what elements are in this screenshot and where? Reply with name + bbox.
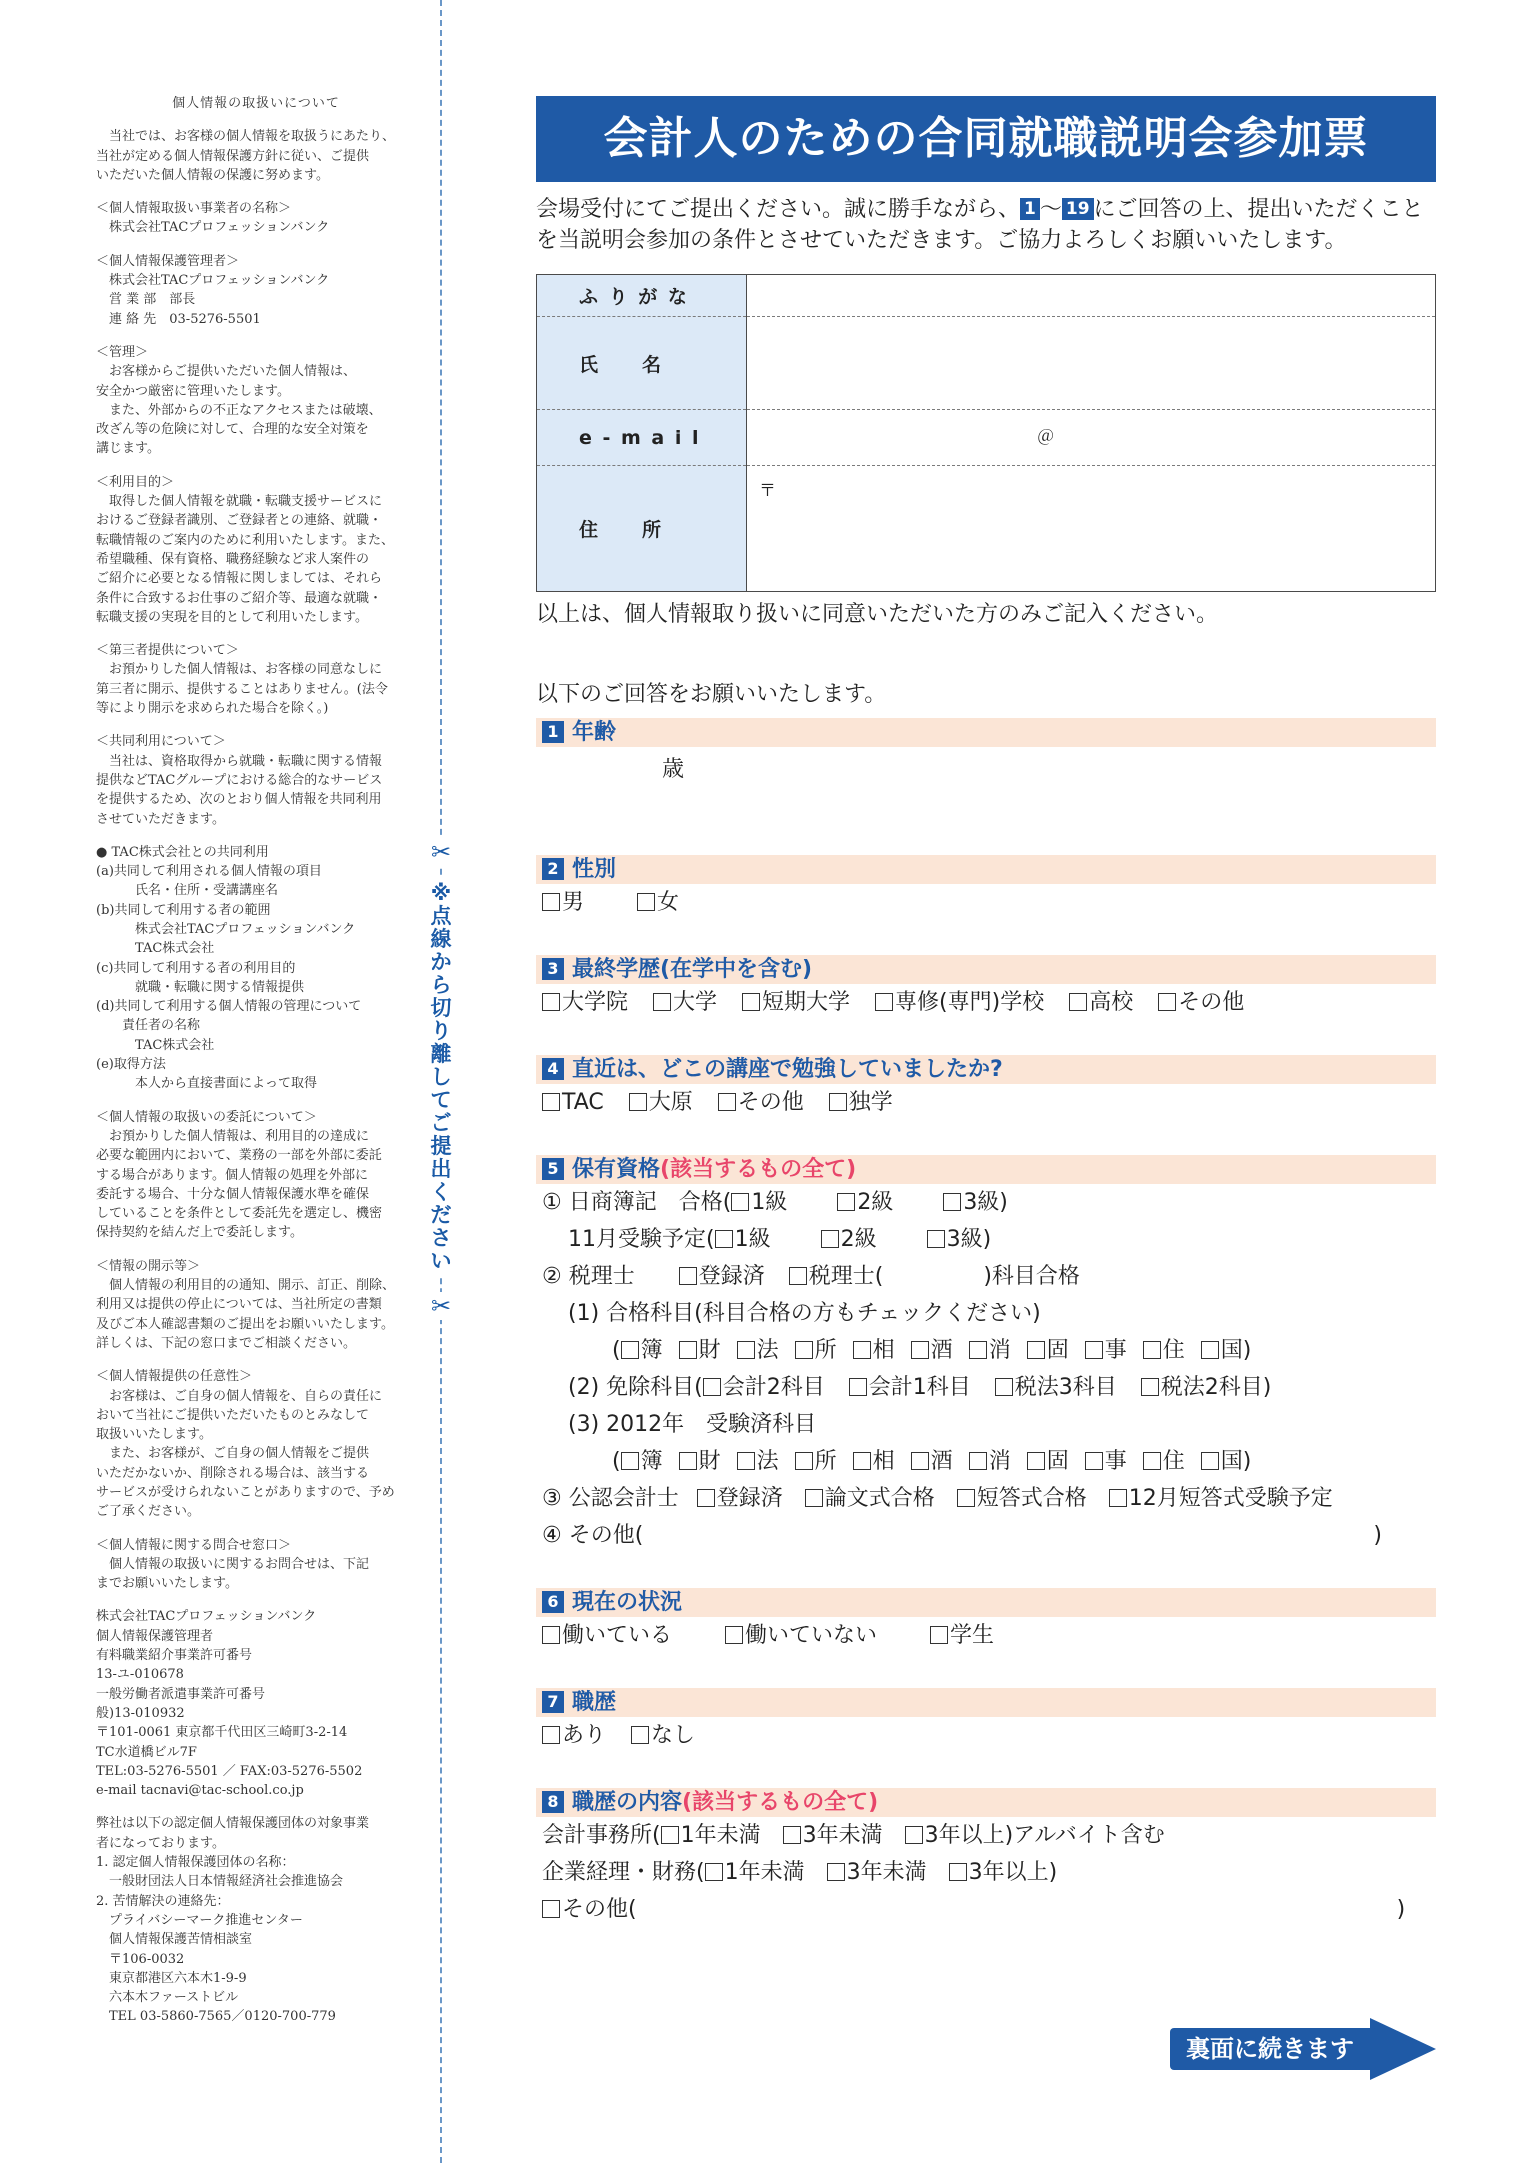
tax-subject-pass[interactable]: 税理士(	[789, 1258, 884, 1295]
checkbox[interactable]	[837, 1193, 855, 1211]
continue-label: 裏面に続きます	[1170, 2028, 1370, 2070]
subject-zai[interactable]: 財	[679, 1443, 721, 1480]
corp-under3[interactable]: 3年未満	[827, 1854, 927, 1891]
checkbox[interactable]	[1109, 1489, 1127, 1507]
checkbox[interactable]	[542, 893, 560, 911]
boki-grade3[interactable]: 3級)	[943, 1184, 1008, 1221]
personal-info-table	[536, 274, 1436, 592]
option-employed[interactable]: 働いている	[542, 1617, 672, 1654]
subject-sho[interactable]: 所	[795, 1332, 837, 1369]
checkbox[interactable]	[742, 993, 760, 1011]
checkbox[interactable]	[789, 1267, 807, 1285]
checkbox[interactable]	[703, 1378, 721, 1396]
checkbox[interactable]	[737, 1341, 755, 1359]
consent-note: 以上は、個人情報取り扱いに同意いただいた方のみご記入ください。	[536, 602, 1219, 627]
option-high-school[interactable]: 高校	[1069, 984, 1133, 1021]
checkbox[interactable]	[821, 1230, 839, 1248]
corp-over3[interactable]: 3年以上)	[949, 1854, 1058, 1891]
checkbox[interactable]	[1085, 1341, 1103, 1359]
option-vocational-school[interactable]: 専修(専門)学校	[875, 984, 1044, 1021]
scissors-icon: ✂	[427, 838, 455, 866]
cpa-december-exam[interactable]: 12月短答式受験予定	[1109, 1480, 1333, 1517]
checkbox[interactable]	[795, 1341, 813, 1359]
question-number: 5	[542, 1158, 564, 1180]
privacy-disclosure: ＜情報の開示等＞ 個人情報の利用目的の通知、開示、訂正、削除、 利用又は提供の停止については、当社所定の書類 及びご本人確認書類のご提出をお願いいたします。 詳しくは、下記の窓口までご相談ください。	[96, 1258, 396, 1351]
checkbox[interactable]	[957, 1489, 975, 1507]
boki-nov-grade2[interactable]: 2級	[821, 1221, 877, 1258]
email-field[interactable]	[747, 410, 1436, 466]
question-number: 2	[542, 858, 564, 880]
subject-shou[interactable]: 消	[969, 1443, 1011, 1480]
question-title: 最終学歴(在学中を含む)	[572, 957, 813, 982]
checkbox[interactable]	[853, 1452, 871, 1470]
question-title: 保有資格	[572, 1157, 661, 1182]
address-field[interactable]	[747, 466, 1436, 592]
arrow-right-icon	[1370, 2018, 1436, 2080]
option-female[interactable]: 女	[637, 884, 679, 921]
boki-row: ① 日商簿記 合格( 1級 2級 3級)	[542, 1184, 1436, 1221]
checkbox[interactable]	[849, 1378, 867, 1396]
checkbox[interactable]	[679, 1452, 697, 1470]
checkbox[interactable]	[1085, 1452, 1103, 1470]
exam-2012-label: (3) 2012年 受験済科目	[568, 1412, 817, 1437]
option-university[interactable]: 大学	[653, 984, 717, 1021]
question-status	[536, 1588, 1436, 1654]
option-no[interactable]: なし	[631, 1717, 695, 1754]
checkbox[interactable]	[679, 1341, 697, 1359]
checkbox[interactable]	[783, 1826, 801, 1844]
checkbox[interactable]	[653, 993, 671, 1011]
answer-intro: 以下のご回答をお願いいたします。	[536, 682, 887, 707]
form-intro: 会場受付にてご提出ください。誠に勝手ながら、 1 ～ 19 にご回答の上、提出いただくこと を当説明会参加の条件とさせていただきます。ご協力よろしくお願いいたします。	[536, 197, 1424, 253]
question-number: 3	[542, 958, 564, 980]
registration-form	[536, 96, 1436, 1928]
question-title: 現在の状況	[572, 1590, 683, 1615]
acct-over3[interactable]: 3年以上)アルバイト含む	[905, 1817, 1165, 1854]
cpa-essay-pass[interactable]: 論文式合格	[805, 1480, 935, 1517]
checkbox[interactable]	[637, 893, 655, 911]
checkbox[interactable]	[805, 1489, 823, 1507]
name-field[interactable]	[747, 317, 1436, 410]
question-number: 1	[542, 721, 564, 743]
subject-shou[interactable]: 消	[969, 1332, 1011, 1369]
question-title: 職歴の内容	[572, 1790, 683, 1815]
option-ohara[interactable]: 大原	[629, 1084, 693, 1121]
option-tac[interactable]: TAC	[542, 1084, 604, 1121]
boki-nov-grade1[interactable]: 1級	[715, 1221, 771, 1258]
subject-shu[interactable]: 酒	[911, 1443, 953, 1480]
question-title: 直近は、どこの講座で勉強していましたか?	[572, 1057, 1003, 1082]
option-junior-college[interactable]: 短期大学	[742, 984, 850, 1021]
checkbox[interactable]	[969, 1452, 987, 1470]
subject-ju[interactable]: 住	[1143, 1332, 1185, 1369]
privacy-notice	[96, 94, 416, 2041]
checkbox[interactable]	[949, 1863, 967, 1881]
checkbox[interactable]	[697, 1489, 715, 1507]
at-sign: ＠	[1037, 427, 1054, 447]
privacy-intro: 当社では、お客様の個人情報を取扱うにあたり、 当社が定める個人情報保護方針に従い、ご提供 いただいた個人情報の保護に努めます。	[96, 129, 396, 183]
checkbox[interactable]	[905, 1826, 923, 1844]
checkbox[interactable]	[875, 993, 893, 1011]
age-field[interactable]	[536, 747, 1436, 821]
furigana-label: ふ り が な	[537, 275, 747, 317]
checkbox[interactable]	[629, 1093, 647, 1111]
checkbox[interactable]	[715, 1230, 733, 1248]
checkbox[interactable]	[943, 1193, 961, 1211]
checkbox[interactable]	[621, 1341, 639, 1359]
subject-ko[interactable]: 固	[1027, 1332, 1069, 1369]
checkbox[interactable]	[542, 1626, 560, 1644]
privacy-purpose: ＜利用目的＞ 取得した個人情報を就職・転職支援サービスに おけるご登録者識別、ご登録者との連絡、就職・ 転職情報のご案内のために利用いたします。また、 希望職種、保有資格、職務経験など求人案件の ご紹介に必要となる情報に関しましては、それら 条件に合致するお仕事のご紹介等、最適な就職・ 転職支援の実現を目的として利用いたします。	[96, 474, 394, 625]
privacy-voluntary: ＜個人情報提供の任意性＞ お客様は、ご自身の個人情報を、自らの責任に おいて当社にご提供いただいたものとみなして 取扱いいたします。 また、お客様が、ご自身の個人情報をご提供 いただかないか、削除される場合は、該当する サービスが受けられないことがありますので、予め ご了承ください。	[96, 1369, 395, 1520]
question-title: 性別	[572, 857, 617, 882]
boki-nov-row: 11月受験予定( 1級 2級 3級)	[542, 1221, 1436, 1258]
cpa-row: ③ 公認会計士 登録済 論文式合格 短答式合格 12月短答式受験予定	[542, 1480, 1436, 1517]
question-title: 職歴	[572, 1690, 617, 1715]
cpa-registered[interactable]: 登録済	[697, 1480, 783, 1517]
checkbox[interactable]	[542, 993, 560, 1011]
boki-grade2[interactable]: 2級	[837, 1184, 893, 1221]
number-badge: 1	[1020, 198, 1040, 220]
acct-firm-row: 会計事務所( 1年未満 3年未満 3年以上)アルバイト含む	[542, 1817, 1436, 1854]
boki-grade1[interactable]: 1級	[731, 1184, 787, 1221]
exam-2012-row: ( 簿 財 法 所 相 酒 消 固 事 住 国)	[542, 1443, 1436, 1480]
other-work-row: その他( )	[542, 1891, 1436, 1928]
checkbox[interactable]	[1143, 1452, 1161, 1470]
exempt-tax2[interactable]: 税法2科目)	[1141, 1369, 1272, 1406]
option-yes[interactable]: あり	[542, 1717, 606, 1754]
checkbox[interactable]	[1027, 1452, 1045, 1470]
privacy-third-party: ＜第三者提供について＞ お預かりした個人情報は、お客様の同意なしに 第三者に開示、提供することはありません。(法令 等により開示を求められた場合を除く。)	[96, 643, 388, 717]
privacy-org-info: 弊社は以下の認定個人情報保護団体の対象事業 者になっております。 1. 認定個人情報保護団体の名称： 一般財団法人日本情報経済社会推進協会 2. 苦情解決の連絡先： プライバシーマーク推進センター 個人情報保護苦情相談室 〒106-0032 東京都港区六本木1-9-9 六本木ファーストビル TEL 03-5860-7565／0120-700-779	[96, 1816, 370, 2025]
exempt-tax3[interactable]: 税法3科目	[995, 1369, 1117, 1406]
question-education	[536, 955, 1436, 1021]
privacy-contact: ＜個人情報に関する問合せ窓口＞ 個人情報の取扱いに関するお問合せは、下記 までお願いいたします。	[96, 1537, 370, 1592]
privacy-tac-joint: ● TAC株式会社との共同利用 (a)共同して利用される個人情報の項目 氏名・住所・受講講座名 (b)共同して利用する者の範囲 株式会社TACプロフェッションバンク TAC株式会社 (c)共同して利用する者の利用目的 就職・転職に関する情報提供 (d)共同して利用する個人情報の管理について 責任者の名称 TAC株式会社 (e)取得方法 本人から直接書面によって取得	[96, 844, 362, 1092]
checkbox[interactable]	[853, 1341, 871, 1359]
question-work-details	[536, 1788, 1436, 1928]
tax-row: ② 税理士 登録済 税理士( )科目合格	[542, 1258, 1436, 1295]
checkbox[interactable]	[1201, 1341, 1219, 1359]
checkbox[interactable]	[911, 1452, 929, 1470]
option-other[interactable]: その他	[718, 1084, 804, 1121]
option-graduate-school[interactable]: 大学院	[542, 984, 628, 1021]
cpa-short-pass[interactable]: 短答式合格	[957, 1480, 1087, 1517]
question-qualifications	[536, 1155, 1436, 1554]
checkbox[interactable]	[829, 1093, 847, 1111]
checkbox[interactable]	[827, 1863, 845, 1881]
age-unit: 歳	[662, 757, 685, 782]
checkbox[interactable]	[705, 1863, 723, 1881]
tax-registered[interactable]: 登録済	[679, 1258, 765, 1295]
checkbox[interactable]	[1201, 1452, 1219, 1470]
question-work-history	[536, 1688, 1436, 1754]
number-badge: 19	[1062, 198, 1094, 220]
name-label: 氏 名	[537, 317, 747, 410]
question-number: 7	[542, 1691, 564, 1713]
subject-ji[interactable]: 事	[1085, 1332, 1127, 1369]
subject-ho[interactable]: 法	[737, 1332, 779, 1369]
checkbox[interactable]	[725, 1626, 743, 1644]
form-title: 会計人のための合同就職説明会参加票	[536, 96, 1436, 182]
question-age	[536, 718, 1436, 821]
cut-instruction: ※点線から切り離してご提出ください	[427, 878, 455, 1277]
option-other[interactable]: その他	[1158, 984, 1244, 1021]
checkbox[interactable]	[795, 1452, 813, 1470]
question-school	[536, 1055, 1436, 1121]
checkbox[interactable]	[542, 1726, 560, 1744]
email-label: e - m a i l	[537, 410, 747, 466]
question-number: 8	[542, 1791, 564, 1813]
option-male[interactable]: 男	[542, 884, 584, 921]
checkbox[interactable]	[1143, 1341, 1161, 1359]
checkbox[interactable]	[927, 1230, 945, 1248]
checkbox[interactable]	[1141, 1378, 1159, 1396]
checkbox[interactable]	[737, 1452, 755, 1470]
furigana-field[interactable]	[747, 275, 1436, 317]
address-label: 住 所	[537, 466, 747, 592]
company-info: 株式会社TACプロフェッションバンク 個人情報保護管理者 有料職業紹介事業許可番号 13-ユ-010678 一般労働者派遣事業許可番号 般)13-010932 〒101-0061 東京都千代田区三崎町3-2-14 TC水道橋ビル7F TEL:03-5276-5501 ／ FAX:03-5276-5502 e-mail tacnavi@tac-school.co.jp	[96, 1609, 363, 1799]
option-unemployed[interactable]: 働いていない	[725, 1617, 877, 1654]
question-note: (該当するもの全て)	[682, 1790, 879, 1815]
corp-finance-row: 企業経理・財務( 1年未満 3年未満 3年以上)	[542, 1854, 1436, 1891]
checkbox[interactable]	[1027, 1341, 1045, 1359]
scissors-icon: ✂	[427, 1292, 455, 1320]
checkbox[interactable]	[542, 1900, 560, 1918]
subject-bo[interactable]: 簿	[621, 1443, 663, 1480]
checkbox[interactable]	[542, 1093, 560, 1111]
subject-ho[interactable]: 法	[737, 1443, 779, 1480]
pass-subjects-row: ( 簿 財 法 所 相 酒 消 固 事 住 国)	[542, 1332, 1436, 1369]
question-number: 6	[542, 1591, 564, 1613]
subject-ji[interactable]: 事	[1085, 1443, 1127, 1480]
question-number: 4	[542, 1058, 564, 1080]
checkbox[interactable]	[679, 1267, 697, 1285]
question-gender	[536, 855, 1436, 921]
privacy-joint-use: ＜共同利用について＞ 当社は、資格取得から就職・転職に関する情報 提供などTACグループにおける総合的なサービス を提供するため、次のとおり個人情報を共同利用 させていただきます。	[96, 734, 383, 827]
question-title: 年齢	[572, 720, 617, 745]
subject-koku[interactable]: 国)	[1201, 1443, 1252, 1480]
subject-zai[interactable]: 財	[679, 1332, 721, 1369]
acct-under3[interactable]: 3年未満	[783, 1817, 883, 1854]
option-student[interactable]: 学生	[930, 1617, 994, 1654]
checkbox[interactable]	[995, 1378, 1013, 1396]
exempt-row: (2) 免除科目( 会計2科目 会計1科目 税法3科目 税法2科目)	[542, 1369, 1436, 1406]
privacy-title: 個人情報の取扱いについて	[172, 96, 340, 111]
postal-mark: 〒	[759, 481, 776, 501]
privacy-management: ＜管理＞ お客様からご提供いただいた個人情報は、 安全かつ厳密に管理いたします。 また、外部からの不正なアクセスまたは破壊、 改ざん等の危険に対して、合理的な安全対策を 講じます。	[96, 344, 382, 457]
privacy-manager: ＜個人情報保護管理者＞ 株式会社TACプロフェッションバンク 営 業 部 部長 連 絡 先 03-5276-5501	[96, 253, 330, 327]
checkbox[interactable]	[731, 1193, 749, 1211]
acct-under1[interactable]: 1年未満	[661, 1817, 761, 1854]
privacy-operator: ＜個人情報取扱い事業者の名称＞ 株式会社TACプロフェッションバンク	[96, 201, 330, 236]
checkbox[interactable]	[718, 1093, 736, 1111]
checkbox[interactable]	[969, 1341, 987, 1359]
other-qualification-row: ④ その他( )	[542, 1523, 1382, 1548]
checkbox[interactable]	[1069, 993, 1087, 1011]
subject-koku[interactable]: 国)	[1201, 1332, 1252, 1369]
checkbox[interactable]	[911, 1341, 929, 1359]
privacy-outsourcing: ＜個人情報の取扱いの委託について＞ お預かりした個人情報は、利用目的の達成に 必要な範囲内において、業務の一部を外部に委託 する場合があります。個人情報の処理を外部に 委託する場合、十分な個人情報保護水準を確保 していることを条件として委託先を選定し、機密 保持契約を結んだ上で委託します。	[96, 1109, 383, 1241]
checkbox[interactable]	[621, 1452, 639, 1470]
subject-sho[interactable]: 所	[795, 1443, 837, 1480]
checkbox[interactable]	[631, 1726, 649, 1744]
exempt-acct2[interactable]: 会計2科目	[703, 1369, 825, 1406]
subject-so[interactable]: 相	[853, 1332, 895, 1369]
subject-ko[interactable]: 固	[1027, 1443, 1069, 1480]
subject-shu[interactable]: 酒	[911, 1332, 953, 1369]
subject-so[interactable]: 相	[853, 1443, 895, 1480]
subject-ju[interactable]: 住	[1143, 1443, 1185, 1480]
checkbox[interactable]	[1158, 993, 1176, 1011]
checkbox[interactable]	[661, 1826, 679, 1844]
corp-under1[interactable]: 1年未満	[705, 1854, 805, 1891]
question-note: (該当するもの全て)	[660, 1157, 857, 1182]
continue-on-back-arrow	[1170, 2018, 1440, 2078]
checkbox[interactable]	[930, 1626, 948, 1644]
option-self-study[interactable]: 独学	[829, 1084, 893, 1121]
pass-subjects-label: (1) 合格科目(科目合格の方もチェックください)	[568, 1301, 1041, 1326]
exempt-acct1[interactable]: 会計1科目	[849, 1369, 971, 1406]
boki-nov-grade3[interactable]: 3級)	[927, 1221, 992, 1258]
subject-bo[interactable]: 簿	[621, 1332, 663, 1369]
